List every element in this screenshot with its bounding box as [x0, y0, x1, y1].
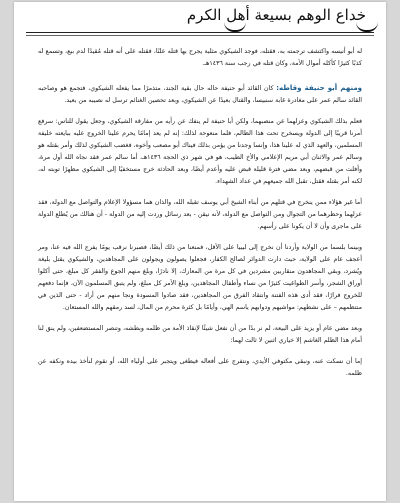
page-header: [14, 2, 386, 40]
ornament-left: [224, 22, 246, 32]
document-page: [14, 2, 386, 501]
section-heading: ومنهم أبو حنيفة وقاطه:: [276, 84, 362, 92]
paragraph-7: إما أن نسكت عنه، ونبقى مكتوفي الأيدي، ونتفرج على أفعاله فيطغى ويتجبر على أولياء الله، أو نقوم لنأخذ بيده ونكفه عن ظلمه.: [38, 358, 362, 377]
paragraph-2-text: كان القائد أبو حنيفة حاله حال بقية الجند، متذمرًا مما يفعله الشيكوي، فتجمع هو وصاحبه القائد سالم عمر على مغادرة غابة سنبيسا، والقتال بعيدًا عن الشيكوي، وبعد تحصين الغنائم ترسل له نصيبه من بعيد.: [38, 85, 362, 104]
header-title: خداع الوهم بسيعة أهل الكرم: [186, 6, 366, 24]
paragraph-3: فعلم بذلك الشيكوي وعزلهما عن منصبهما، ولكن أبا حنيفة لم ينفك عن رأيه من مفارقة الشيكوي، وجعل يقول للناس: سرفع أمرنا قريبًا إلى الدولة ويسخرح تحت هذا الظالم، فلما منعوحة لذلك: إنه لم يعد إمامًا يحرم علينا الخروج عليه ببايعته خليفة المسلمين، والعهد الذي له علينا هذا، وإنسا وجدنا من يؤمن بذلك فيناك أبو مصعب وأخوه، فغضب الشيكوي لذلك وأمر بقتله هو وسالم عمر والاثنان أبي مريم الإعلامي والأخ الطيب، هو في شهر ذي الحجة ١٤٣٦هـ، أما سالم عمر فقد نجاه الله أول مرة، وأفلت من قبضهم، وبعد مضي فترة قليلة قبض عليه وأعدم أيضًا، وبعد الحادثة خرج مستخفيًا إلى الشيكوي مظهرًا توبته له، لكنه أمر بقتله فقتل، تقبل الله جميعهم في عداد الشهداء.: [38, 118, 363, 185]
header-rule: [26, 32, 374, 33]
header-rule-thin: [26, 35, 374, 36]
paragraph-6: وبعد مضي عام أو يزيد على البيعة، لم نر بدًا من أن نفعل شيئًا لإنقاذ الأمة من ظلمه وبطشه، وتنصر المستضعفين، ولم ينق لنا أمام هذا الظلم الغاشم إلا خياري اثنين لا ثالث لهما:: [38, 325, 362, 344]
paragraph-4: أما غير هؤلاء ممن ينخرج في قتلهم من أبناء الشيخ أبي يوسف تقبله الله، والذان هما مسؤولا الإعلام والتواصل مع الدولة، فقد عزلهما وحظرهما من التجوال ومن التواصل مع الدولة، لأنه نيقن - بعد رسائل وردت إليه من الدولة - أن هنالك من يُطلع الدولة على ماجرى وأن لا أن يكونا على رأسهم.: [38, 199, 362, 230]
paragraph-1: له أبو أنيسه واكتشف ترجمته به، فقتله، فوجد الشيكوي مثلبة يجرح بها قتله علنًا، فقتله على أنه قتله مُقيدًا لدم بيع، وتسمع له كذبًا كثيرًا كأكله أموال الأمة، وكان قتله في رجب سنة ١٤٣٦هـ.: [38, 48, 362, 67]
body-text: [38, 46, 362, 389]
paragraph-5: وبينما بلسما من الولاية وأردنا أن نخرج إلى ليبيا على الأقل، فمنعنا من ذلك أيضًا، فصبرنا نرقب يومًا يفرج الله فيه عنا، ومر أعجف عام على الولاية، حيث دارت الدوائر لصالح الكفار، فجعلوا يصولون ويجولون على المجاهدين، والشيكوي يقتل بليغة ويُشرد، وبقي المجاهدون منقاربين مشردين في كل مرة من المعارك، إلا نادرًا، وبلغ منهم الجوع والفقر كل مبلغ، حتى أكلوا أوراق الشجر، وأسر الطواغيت كثيرًا من نساء وأطفال المجاهدين، وبلغ الأمر كل مبلغ، ولم يتبق المسلمون الآن، فإنما دفعهم للخروج فرارًا، فقد أدى هذه الفتنة وانتقاد الفرق من المجاهدين، فقد صادوا المسودة ونجا منهم من أراد - حتى الذين في منتظمهم – على نشطهم: مواشيهم ودوابهم ياسم الهي، وأيامًا بل كثرة محرم من المال، لسد رمقهم والله المستعان.: [38, 244, 362, 311]
paragraph-2: [38, 82, 362, 107]
